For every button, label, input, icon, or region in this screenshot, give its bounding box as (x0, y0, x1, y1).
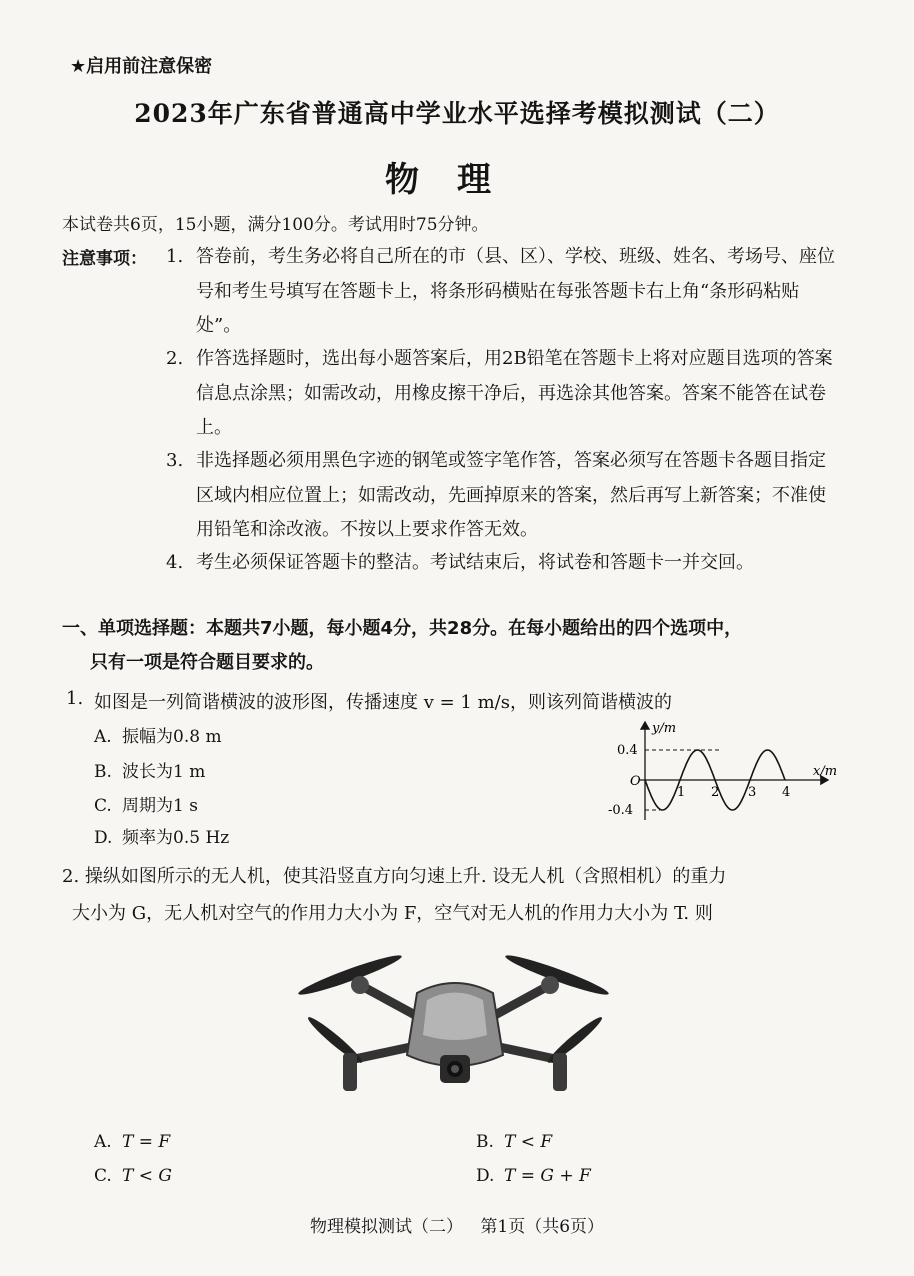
option-text: T < G (122, 1166, 172, 1186)
x-tick-label: 4 (782, 785, 791, 800)
option-label: B. (94, 762, 112, 782)
question-2-line2: 大小为 G，无人机对空气的作用力大小为 F，空气对无人机的作用力大小为 T. 则 (72, 903, 713, 924)
option-text: 周期为1 s (122, 796, 198, 816)
option-label: A. (94, 1132, 112, 1152)
option-text: T < F (504, 1132, 553, 1152)
question-1-option-d (94, 823, 229, 848)
note-text: 答卷前，考生务必将自己所在的市（县、区）、学校、班级、姓名、考场号、座位号和考生号填写在答题卡上，将条形码横贴在每张答题卡右上角“条形码粘贴处”。 (196, 246, 835, 336)
x-tick-label: 1 (677, 785, 686, 800)
question-1-number: 1. (66, 688, 84, 709)
question-2-option-c (94, 1166, 172, 1186)
question-2-stem (62, 858, 852, 932)
question-2-option-d (476, 1166, 591, 1186)
x-tick-label: 3 (748, 785, 757, 800)
option-text: T = F (122, 1132, 171, 1152)
note-text: 考生必须保证答题卡的整洁。考试结束后，将试卷和答题卡一并交回。 (196, 552, 754, 573)
question-1-option-c (94, 791, 198, 816)
question-2-option-b (476, 1132, 552, 1152)
option-label: C. (94, 1166, 112, 1186)
wave-graph (600, 712, 840, 832)
option-text: 波长为1 m (122, 762, 206, 782)
section-heading (62, 612, 842, 680)
option-label: A. (94, 727, 112, 747)
notes-label: 注意事项： (62, 249, 147, 269)
question-1-stem: 如图是一列简谐横波的波形图，传播速度 v = 1 m/s，则该列简谐横波的 (94, 692, 672, 713)
option-label: D. (94, 828, 113, 848)
drone-image (295, 945, 620, 1105)
note-number: 1. (166, 246, 184, 267)
note-item (166, 240, 846, 344)
note-item (166, 546, 846, 582)
confidential-notice: ★启用前注意保密 (70, 56, 213, 77)
section-heading-line1: 一、单项选择题：本题共7小题，每小题4分，共28分。在每小题给出的四个选项中， (62, 618, 743, 639)
x-axis-label: x/m (813, 764, 838, 779)
page-footer (0, 1212, 914, 1237)
note-number: 2. (166, 348, 184, 369)
note-number: 4. (166, 552, 184, 573)
question-2-option-a (94, 1132, 170, 1152)
option-text: 频率为0.5 Hz (122, 828, 230, 848)
question-2-number: 2. (62, 866, 80, 887)
footer-exam-name: 物理模拟测试（二） (309, 1217, 463, 1237)
note-item (166, 342, 846, 446)
y-tick-label: -0.4 (608, 803, 634, 818)
note-item (166, 444, 846, 548)
x-tick-label: 2 (711, 785, 720, 800)
option-text: T = G + F (504, 1166, 591, 1186)
y-tick-label: 0.4 (617, 743, 638, 758)
option-label: C. (94, 796, 112, 816)
note-text: 非选择题必须用黑色字迹的钢笔或签字笔作答，答案必须写在答题卡各题目指定区域内相应位置上；如需改动，先画掉原来的答案，然后再写上新答案；不准使用铅笔和涂改液。不按以上要求作答无效。 (196, 450, 826, 540)
origin-label: O (630, 774, 641, 789)
note-text: 作答选择题时，选出每小题答案后，用2B铅笔在答题卡上将对应题目选项的答案信息点涂黑；如需改动，用橡皮擦干净后，再选涂其他答案。答案不能答在试卷上。 (196, 348, 833, 438)
option-label: B. (476, 1132, 494, 1152)
exam-intro: 本试卷共6页，15小题，满分100分。考试用时75分钟。 (62, 215, 489, 235)
footer-page-number: 第1页（共6页） (480, 1217, 605, 1237)
exam-title: 2023年广东省普通高中学业水平选择考模拟测试（二） (134, 99, 780, 128)
section-heading-line2: 只有一项是符合题目要求的。 (90, 652, 324, 673)
note-number: 3. (166, 450, 184, 471)
question-2-line1: 操纵如图所示的无人机，使其沿竖直方向匀速上升. 设无人机（含照相机）的重力 (84, 866, 727, 887)
subject-title: 物理 (385, 160, 529, 200)
y-axis-label: y/m (652, 721, 677, 736)
question-1-option-a (94, 722, 222, 747)
option-label: D. (476, 1166, 495, 1186)
option-text: 振幅为0.8 m (122, 727, 222, 747)
question-1-option-b (94, 757, 205, 782)
